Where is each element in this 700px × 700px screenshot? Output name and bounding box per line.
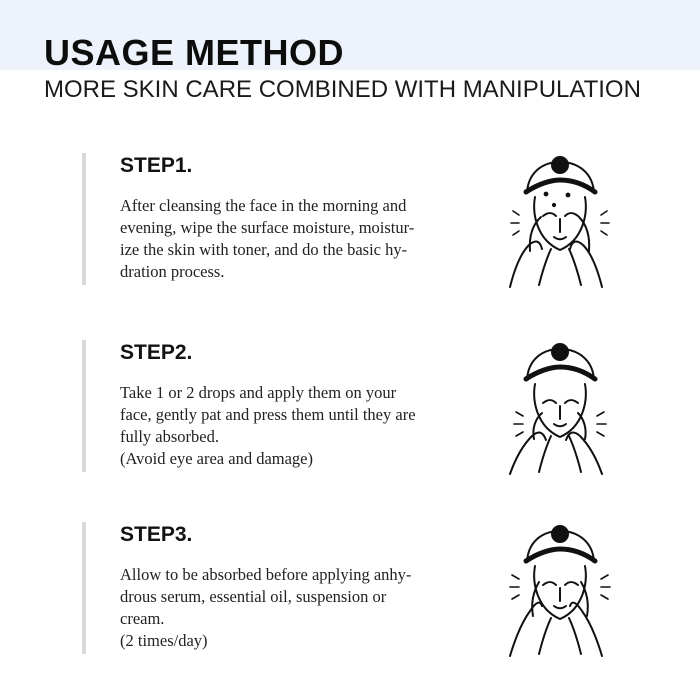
step-1-line-3: ize the skin with toner, and do the basic hy- [120, 240, 408, 259]
step-3-title: STEP3. [120, 523, 193, 546]
step-3-line-2: drous serum, essential oil, suspension or [120, 587, 387, 606]
face-wash-icon [492, 149, 624, 291]
face-pat-icon [492, 336, 624, 478]
step-1-line-4: dration process. [120, 262, 225, 281]
step-3-text [120, 564, 460, 652]
step-2-title: STEP2. [120, 341, 193, 364]
step-2-section [82, 340, 632, 472]
face-massage-icon [492, 518, 624, 660]
step-3-line-3: cream. [120, 609, 165, 628]
page-title: USAGE METHOD [44, 32, 345, 73]
step-1-text [120, 195, 460, 283]
step-3-line-1: Allow to be absorbed before applying anhy- [120, 565, 412, 584]
step-2-text [120, 382, 460, 470]
step-2-line-2: face, gently pat and press them until they are [120, 405, 416, 424]
step-1-title: STEP1. [120, 154, 193, 177]
step-2-divider [82, 340, 86, 472]
page-subtitle: MORE SKIN CARE COMBINED WITH MANIPULATION [44, 76, 641, 103]
step-2-line-1: Take 1 or 2 drops and apply them on your [120, 383, 397, 402]
step-3-section [82, 522, 632, 654]
step-1-section [82, 153, 632, 285]
step-3-divider [82, 522, 86, 654]
step-2-line-3: fully absorbed. [120, 427, 219, 446]
step-3-note: (2 times/day) [120, 631, 208, 650]
step-1-line-1: After cleansing the face in the morning and [120, 196, 407, 215]
step-2-note: (Avoid eye area and damage) [120, 449, 314, 468]
step-1-line-2: evening, wipe the surface moisture, moistur- [120, 218, 415, 237]
step-1-divider [82, 153, 86, 285]
